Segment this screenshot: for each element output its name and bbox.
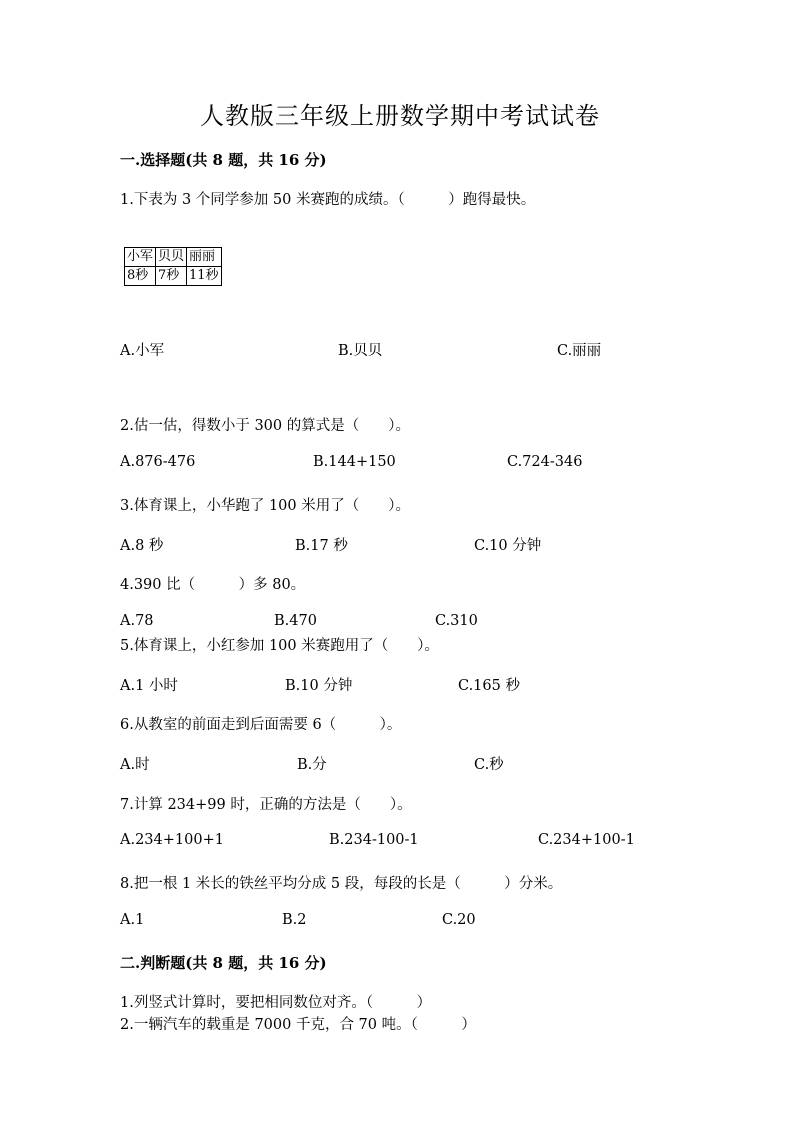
option-c[interactable]: C.丽丽 xyxy=(557,343,602,359)
page-title: 人教版三年级上册数学期中考试试卷 xyxy=(200,102,600,130)
table-cell: 小军 xyxy=(125,248,156,267)
question-8: 8.把一根 1 米长的铁丝平均分成 5 段，每段的长是（ ）分米。 xyxy=(120,876,563,892)
option-b[interactable]: B.234-100-1 xyxy=(329,832,419,848)
judgement-question-1: 1.列竖式计算时，要把相同数位对齐。（ ） xyxy=(120,995,432,1011)
table-cell: 贝贝 xyxy=(156,248,187,267)
table-row xyxy=(125,267,222,286)
option-b[interactable]: B.470 xyxy=(274,613,317,629)
option-c[interactable]: C.20 xyxy=(442,912,476,928)
option-c[interactable]: C.165 秒 xyxy=(458,678,520,694)
table-cell: 丽丽 xyxy=(187,248,222,267)
option-c[interactable]: C.秒 xyxy=(474,757,504,773)
judgement-question-2: 2.一辆汽车的载重是 7000 千克，合 70 吨。（ ） xyxy=(120,1017,476,1033)
score-table xyxy=(124,247,222,286)
question-5: 5.体育课上，小红参加 100 米赛跑用了（ ）。 xyxy=(120,638,439,654)
option-a[interactable]: A.876-476 xyxy=(120,454,196,470)
section-heading-judgement: 二.判断题(共 8 题，共 16 分) xyxy=(120,954,327,972)
option-c[interactable]: C.234+100-1 xyxy=(538,832,635,848)
table-cell: 7秒 xyxy=(156,267,187,286)
option-a[interactable]: A.8 秒 xyxy=(120,538,164,554)
option-a[interactable]: A.1 xyxy=(120,912,145,928)
option-b[interactable]: B.分 xyxy=(297,757,327,773)
option-a[interactable]: A.时 xyxy=(120,757,150,773)
option-c[interactable]: C.724-346 xyxy=(507,454,583,470)
question-7: 7.计算 234+99 时，正确的方法是（ ）。 xyxy=(120,797,412,813)
table-row xyxy=(125,248,222,267)
question-2: 2.估一估，得数小于 300 的算式是（ ）。 xyxy=(120,418,410,434)
option-a[interactable]: A.234+100+1 xyxy=(120,832,224,848)
option-b[interactable]: B.2 xyxy=(282,912,307,928)
option-b[interactable]: B.144+150 xyxy=(313,454,396,470)
option-a[interactable]: A.78 xyxy=(120,613,154,629)
question-4: 4.390 比（ ）多 80。 xyxy=(120,577,306,593)
question-6: 6.从教室的前面走到后面需要 6（ ）。 xyxy=(120,717,402,733)
question-3: 3.体育课上，小华跑了 100 米用了（ ）。 xyxy=(120,498,410,514)
option-b[interactable]: B.10 分钟 xyxy=(285,678,353,694)
option-b[interactable]: B.贝贝 xyxy=(338,343,383,359)
option-c[interactable]: C.310 xyxy=(435,613,478,629)
option-b[interactable]: B.17 秒 xyxy=(295,538,348,554)
option-c[interactable]: C.10 分钟 xyxy=(474,538,542,554)
question-1: 1.下表为 3 个同学参加 50 米赛跑的成绩。（ ）跑得最快。 xyxy=(120,192,536,208)
table-cell: 11秒 xyxy=(187,267,222,286)
option-a[interactable]: A.1 小时 xyxy=(120,678,178,694)
option-a[interactable]: A.小军 xyxy=(120,343,165,359)
table-cell: 8秒 xyxy=(125,267,156,286)
section-heading-choice: 一.选择题(共 8 题，共 16 分) xyxy=(120,151,327,169)
score-table-wrapper xyxy=(124,247,222,286)
